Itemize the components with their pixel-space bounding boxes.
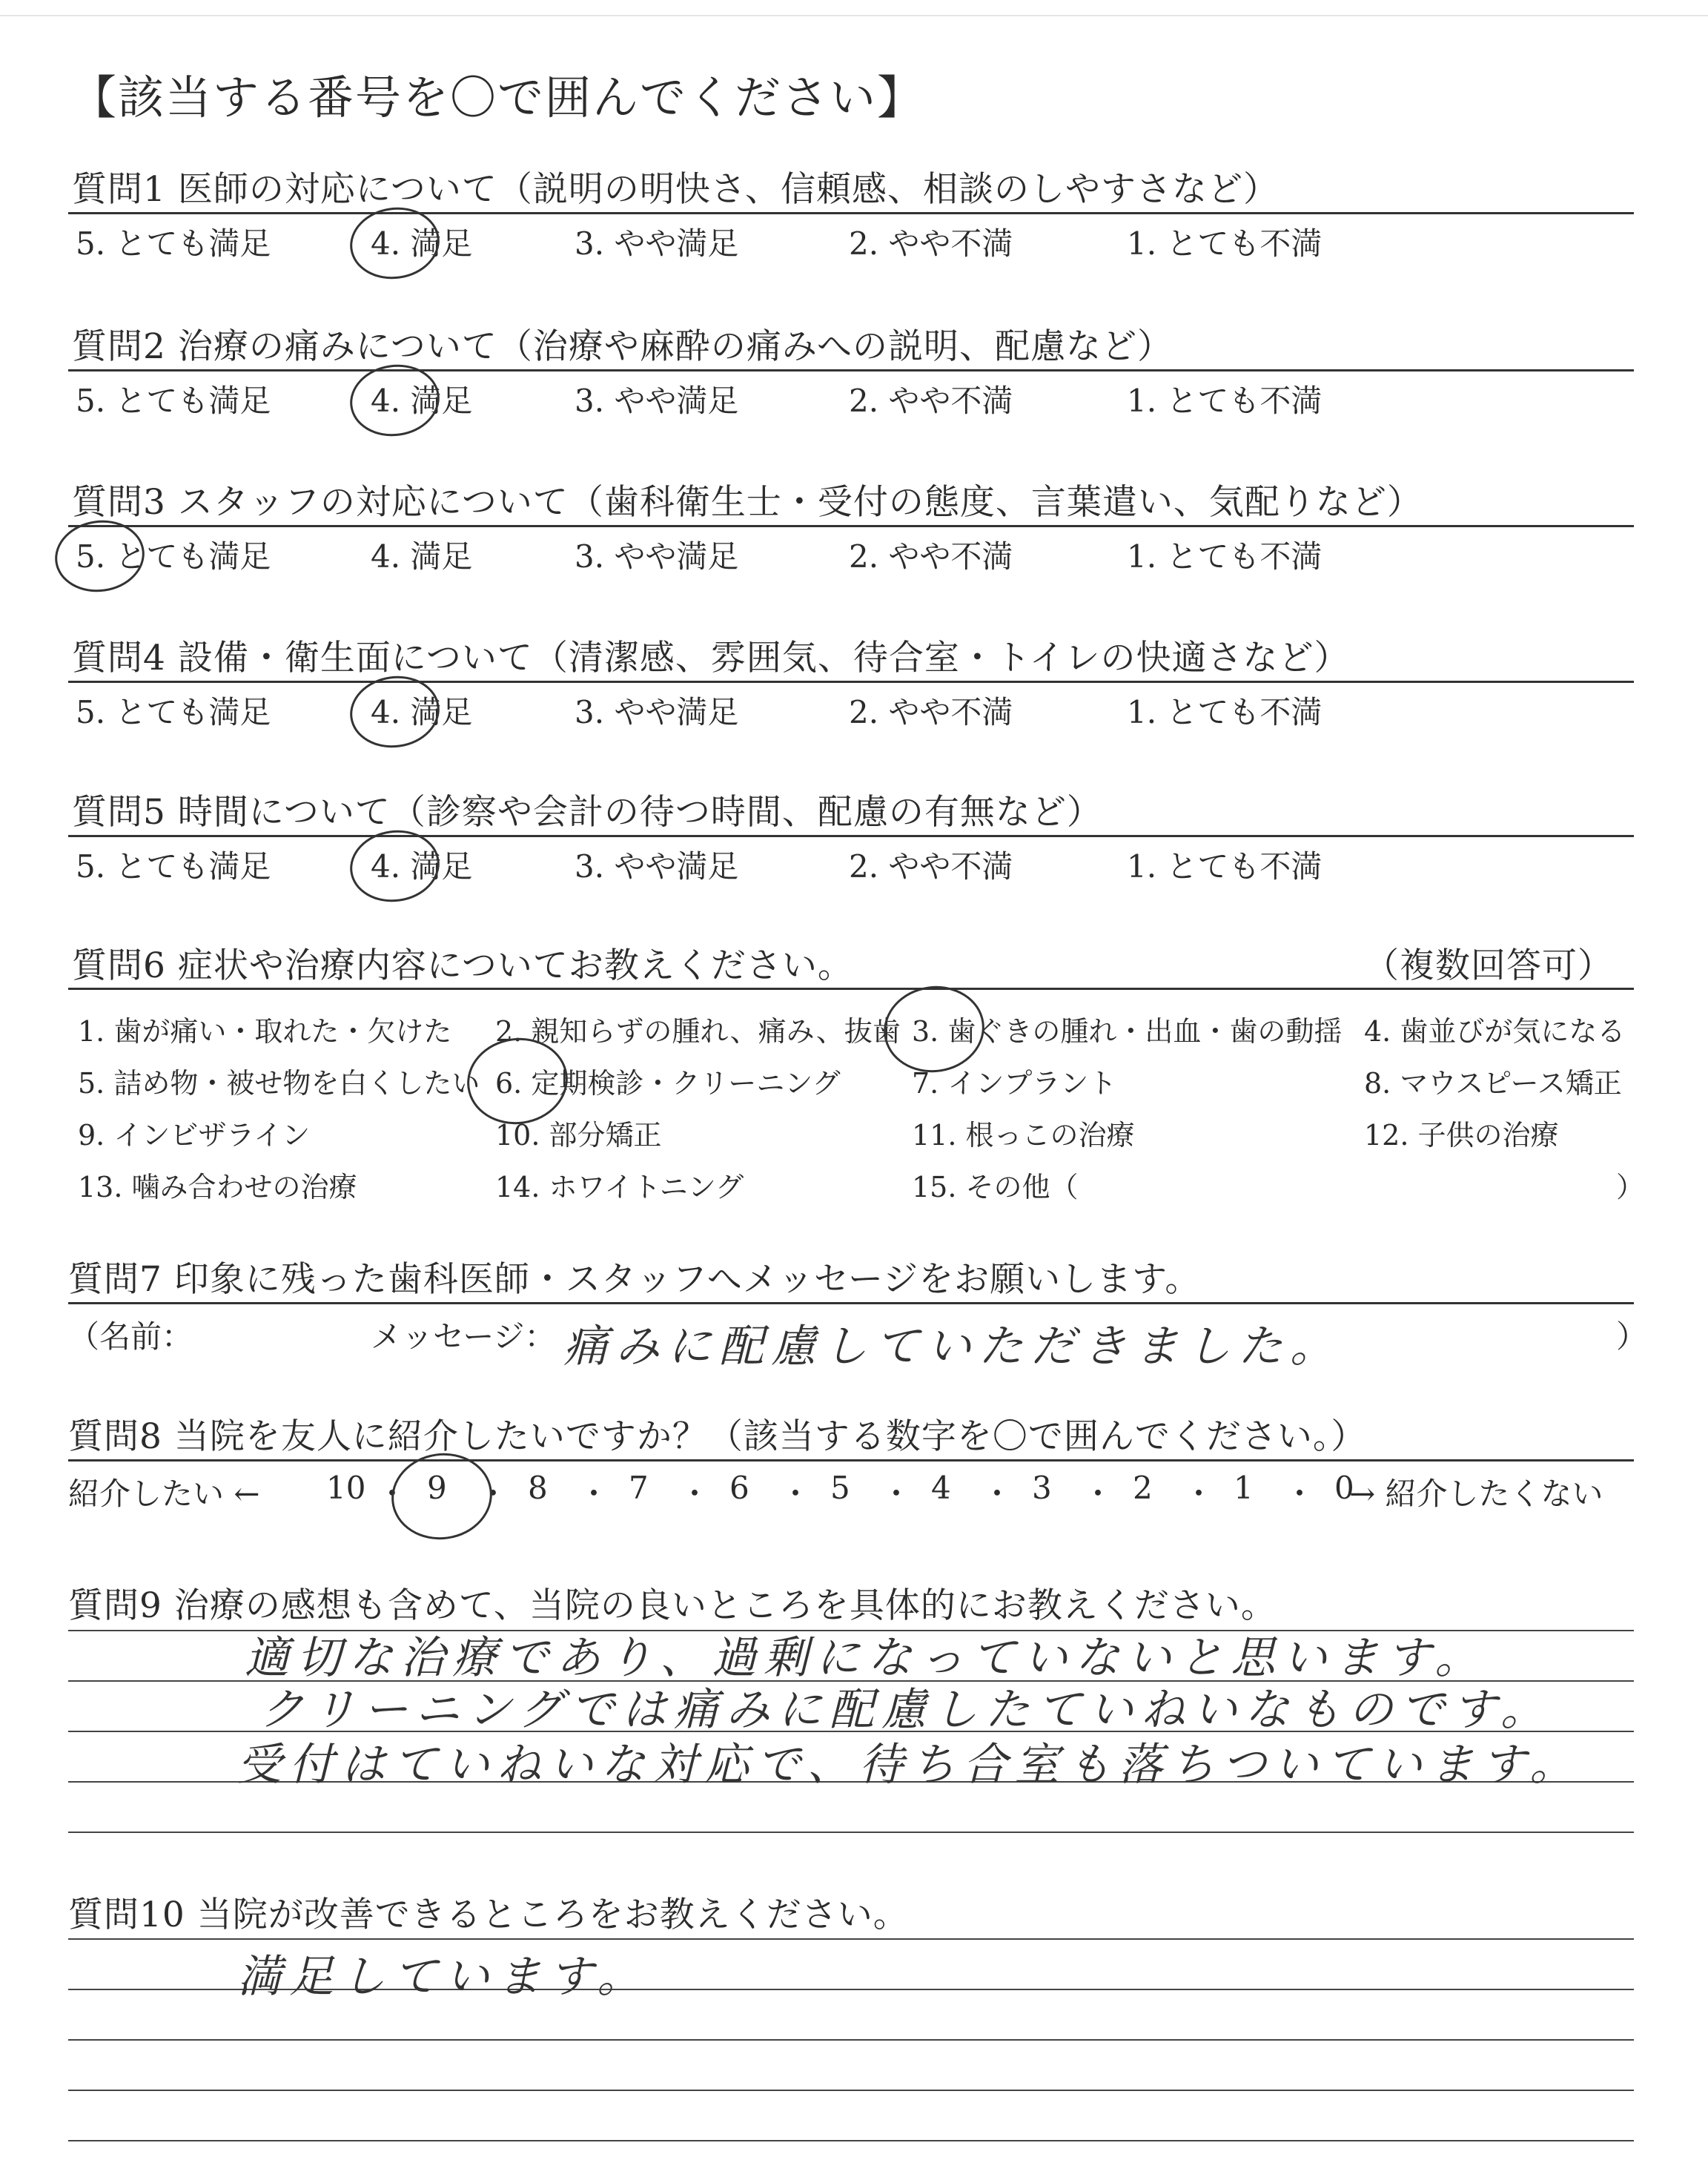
q4-option-2[interactable]: 2. やや不満 <box>849 694 1013 730</box>
q9-heading: 質問9 治療の感想も含めて、当院の良いところを具体的にお教えください。 <box>68 1585 1277 1626</box>
q1-rule <box>68 212 1634 214</box>
q9-line-5 <box>68 1832 1634 1833</box>
q3-option-1[interactable]: 1. とても不満 <box>1127 538 1323 575</box>
q5-rule <box>68 835 1634 837</box>
q10-line-4 <box>68 2090 1634 2091</box>
q6-option-15[interactable]: 15. その他（ <box>912 1171 1079 1203</box>
q1-heading: 質問1 医師の対応について（説明の明快さ、信頼感、相談のしやすさなど） <box>72 169 1280 210</box>
q8-scale-dot: ・ <box>679 1476 711 1512</box>
q2-option-4[interactable]: 4. 満足 <box>371 383 473 419</box>
q8-scale-7[interactable]: 7 <box>629 1470 649 1506</box>
q8-scale-dot: ・ <box>881 1476 913 1512</box>
q3-option-5[interactable]: 5. とても満足 <box>76 538 271 575</box>
q6-option-13[interactable]: 13. 噛み合わせの治療 <box>78 1171 357 1203</box>
q5-option-5[interactable]: 5. とても満足 <box>76 848 271 885</box>
q6-option-7[interactable]: 7. インプラント <box>912 1067 1117 1100</box>
q10-heading: 質問10 当院が改善できるところをお教えください。 <box>68 1895 909 1935</box>
q2-option-5[interactable]: 5. とても満足 <box>76 383 271 419</box>
q8-scale-dot: ・ <box>578 1476 610 1512</box>
q7-close-paren: ） <box>1616 1318 1648 1355</box>
q8-scale-4[interactable]: 4 <box>931 1470 951 1506</box>
q8-heading: 質問8 当院を友人に紹介したいですか？（該当する数字を〇で囲んでください。） <box>68 1416 1367 1457</box>
q6-option-8[interactable]: 8. マウスピース矯正 <box>1364 1067 1622 1100</box>
q9-answer-line-3[interactable]: 受付はていねいな対応で、待ち合室も落ちついています。 <box>237 1739 1582 1791</box>
q2-option-2[interactable]: 2. やや不満 <box>849 383 1013 419</box>
q6-other-close-paren: ） <box>1616 1171 1645 1203</box>
q3-option-4[interactable]: 4. 満足 <box>371 538 473 575</box>
q8-scale-9[interactable]: 9 <box>427 1470 447 1506</box>
q8-scale-dot: ・ <box>982 1476 1013 1512</box>
q3-option-3[interactable]: 3. やや満足 <box>575 538 739 575</box>
q3-heading: 質問3 スタッフの対応について（歯科衛生士・受付の態度、言葉遣い、気配りなど） <box>72 482 1423 523</box>
q10-line-1 <box>68 1938 1634 1940</box>
q1-option-2[interactable]: 2. やや不満 <box>849 225 1013 262</box>
q5-option-3[interactable]: 3. やや満足 <box>575 848 739 885</box>
q6-option-1[interactable]: 1. 歯が痛い・取れた・欠けた <box>78 1015 452 1048</box>
q1-option-3[interactable]: 3. やや満足 <box>575 225 739 262</box>
q6-option-5[interactable]: 5. 詰め物・被せ物を白くしたい <box>78 1067 480 1100</box>
page-top-border <box>0 15 1708 16</box>
q4-heading: 質問4 設備・衛生面について（清潔感、雰囲気、待合室・トイレの快適さなど） <box>72 638 1350 678</box>
q8-scale-6[interactable]: 6 <box>729 1470 749 1506</box>
q7-heading: 質問7 印象に残った歯科医師・スタッフへメッセージをお願いします。 <box>68 1259 1201 1300</box>
q8-right-label: → 紹介したくない <box>1349 1476 1603 1512</box>
q6-heading: 質問6 症状や治療内容についてお教えください。 <box>72 945 853 986</box>
q6-option-14[interactable]: 14. ホワイトニング <box>495 1171 744 1203</box>
q6-option-10[interactable]: 10. 部分矯正 <box>495 1119 662 1152</box>
q7-message-label: メッセージ： <box>371 1318 556 1355</box>
q8-scale-dot: ・ <box>477 1476 509 1512</box>
q8-scale-5[interactable]: 5 <box>830 1470 850 1506</box>
q8-scale-dot: ・ <box>377 1476 408 1512</box>
q5-option-4[interactable]: 4. 満足 <box>371 848 473 885</box>
q6-note: （複数回答可） <box>1364 945 1613 986</box>
q2-option-1[interactable]: 1. とても不満 <box>1127 383 1323 419</box>
q4-rule <box>68 681 1634 683</box>
survey-instruction: 【該当する番号を〇で囲んでください】 <box>70 70 925 125</box>
q6-option-3[interactable]: 3. 歯ぐきの腫れ・出血・歯の動揺 <box>912 1015 1343 1048</box>
q8-scale-8[interactable]: 8 <box>528 1470 548 1506</box>
q8-scale-dot: ・ <box>1183 1476 1215 1512</box>
q8-scale-3[interactable]: 3 <box>1032 1470 1052 1506</box>
q8-selection-circle <box>386 1447 498 1546</box>
q8-scale-dot: ・ <box>1284 1476 1316 1512</box>
q6-option-4[interactable]: 4. 歯並びが気になる <box>1364 1015 1626 1048</box>
q10-line-3 <box>68 2039 1634 2041</box>
q7-name-label: （名前： <box>68 1318 193 1355</box>
q8-scale-2[interactable]: 2 <box>1133 1470 1153 1506</box>
q8-scale-10[interactable]: 10 <box>326 1470 366 1506</box>
q9-answer-line-2[interactable]: クリーニングでは痛みに配慮したていねいなものです。 <box>259 1684 1552 1736</box>
q5-option-1[interactable]: 1. とても不満 <box>1127 848 1323 885</box>
q7-message-handwritten[interactable]: 痛みに配慮していただきました。 <box>563 1321 1342 1373</box>
q4-option-5[interactable]: 5. とても満足 <box>76 694 271 730</box>
q8-scale-1[interactable]: 1 <box>1234 1470 1254 1506</box>
q4-option-3[interactable]: 3. やや満足 <box>575 694 739 730</box>
q1-option-1[interactable]: 1. とても不満 <box>1127 225 1323 262</box>
q6-option-11[interactable]: 11. 根っこの治療 <box>912 1119 1135 1152</box>
q2-option-3[interactable]: 3. やや満足 <box>575 383 739 419</box>
q3-rule <box>68 525 1634 527</box>
q3-option-2[interactable]: 2. やや不満 <box>849 538 1013 575</box>
q1-option-5[interactable]: 5. とても満足 <box>76 225 271 262</box>
q7-rule <box>68 1302 1634 1304</box>
q6-option-6[interactable]: 6. 定期検診・クリーニング <box>495 1067 841 1100</box>
q8-rule <box>68 1459 1634 1462</box>
q6-option-2[interactable]: 2. 親知らずの腫れ、痛み、抜歯 <box>495 1015 901 1048</box>
q5-option-2[interactable]: 2. やや不満 <box>849 848 1013 885</box>
q6-option-9[interactable]: 9. インビザライン <box>78 1119 311 1152</box>
q8-left-label: 紹介したい ← <box>68 1476 260 1512</box>
q2-heading: 質問2 治療の痛みについて（治療や麻酔の痛みへの説明、配慮など） <box>72 326 1173 367</box>
q10-answer[interactable]: 満足しています。 <box>237 1951 649 2003</box>
q1-option-4[interactable]: 4. 満足 <box>371 225 473 262</box>
q4-option-1[interactable]: 1. とても不満 <box>1127 694 1323 730</box>
q8-scale-dot: ・ <box>780 1476 812 1512</box>
q10-line-5 <box>68 2140 1634 2141</box>
q4-option-4[interactable]: 4. 満足 <box>371 694 473 730</box>
q8-scale-0[interactable]: 0 <box>1334 1470 1354 1506</box>
q2-rule <box>68 369 1634 371</box>
q6-option-12[interactable]: 12. 子供の治療 <box>1364 1119 1559 1152</box>
q8-scale-dot: ・ <box>1082 1476 1114 1512</box>
q9-answer-line-1[interactable]: 適切な治療であり、過剰になっていないと思います。 <box>245 1632 1487 1684</box>
q5-heading: 質問5 時間について（診察や会計の待つ時間、配慮の有無など） <box>72 792 1102 833</box>
q6-rule <box>68 988 1634 990</box>
